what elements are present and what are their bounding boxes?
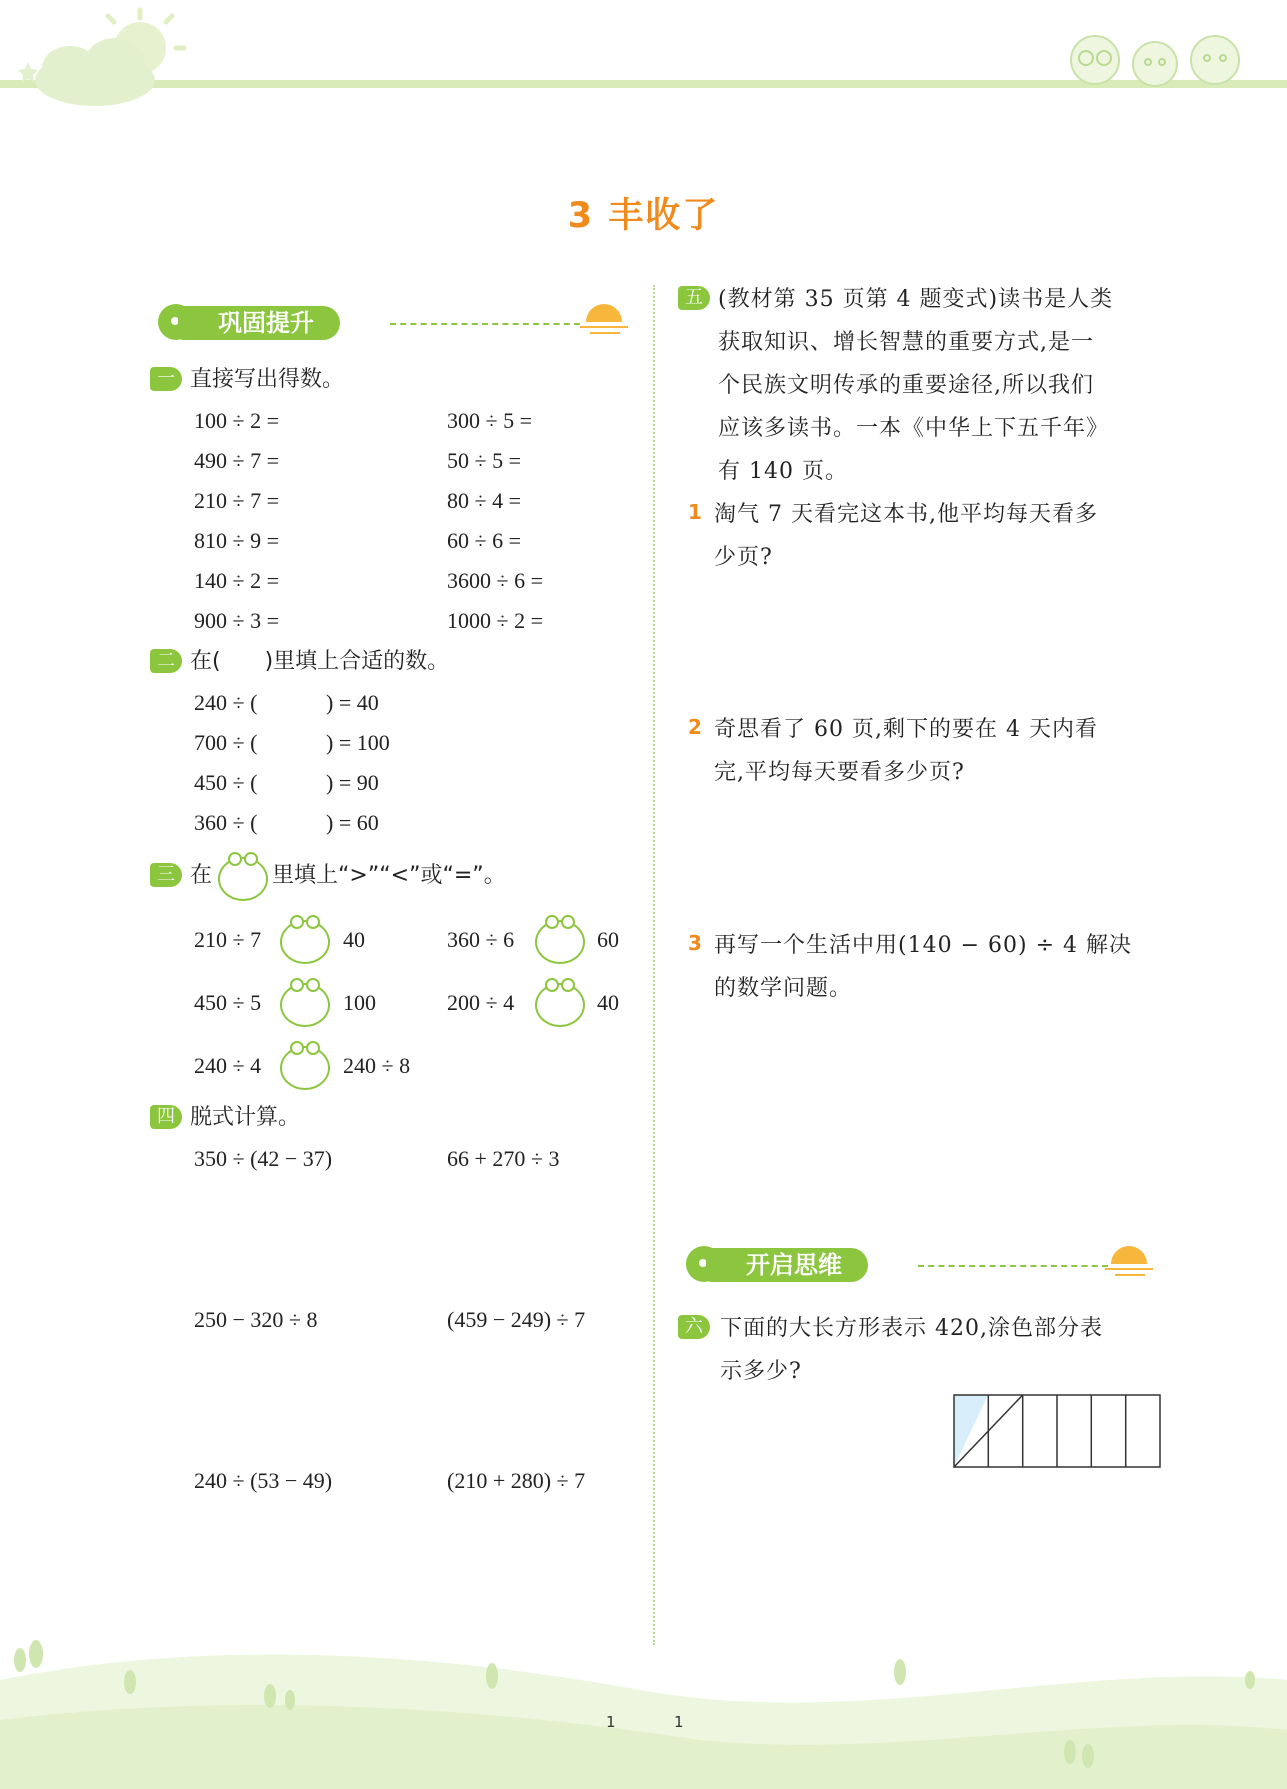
q2-item-right: ) = 40 (326, 690, 379, 715)
animal-faces-icon (1055, 18, 1255, 88)
q2-item-right: ) = 60 (326, 810, 379, 835)
q3-right-expr: 40 (343, 927, 365, 952)
subquestion-line: 奇思看了 60 页,剩下的要在 4 天内看 (714, 717, 1098, 742)
q2-item-right: ) = 90 (326, 770, 379, 795)
q1-item: 810 ÷ 9 = (194, 528, 279, 553)
subquestion-line: 完,平均每天要看多少页? (714, 760, 965, 785)
q2-item-right: ) = 100 (326, 730, 390, 755)
q1-item: 490 ÷ 7 = (194, 448, 279, 473)
sun-line (1105, 1268, 1153, 1270)
q1-item: 80 ÷ 4 = (447, 488, 521, 513)
compare-circle[interactable] (280, 920, 330, 964)
q3-left-expr: 450 ÷ 5 (194, 990, 262, 1015)
q2-item-left: 360 ÷ ( (194, 810, 258, 835)
subquestion-line: 的数学问题。 (714, 976, 853, 1001)
question-text: 脱式计算。 (190, 1105, 301, 1130)
subquestion-number: 2 (688, 715, 702, 739)
question-text: 直接写出得数。 (190, 367, 345, 392)
q6-line: 示多少? (720, 1359, 802, 1384)
q4-expression: 66 + 270 ÷ 3 (447, 1146, 560, 1171)
q1-item: 300 ÷ 5 = (447, 408, 532, 433)
q1-item: 900 ÷ 3 = (194, 608, 279, 633)
q3-left-expr: 200 ÷ 4 (447, 990, 515, 1015)
q1-item: 60 ÷ 6 = (447, 528, 521, 553)
question-number: 五 (678, 286, 710, 310)
q1-item: 100 ÷ 2 = (194, 408, 279, 433)
question-text-pre: 在 (190, 863, 213, 888)
q3-left-expr: 210 ÷ 7 (194, 927, 262, 952)
sun-icon (1111, 1246, 1147, 1264)
question-4-heading (150, 1103, 300, 1133)
question-number: 二 (150, 649, 182, 673)
shaded-triangle (954, 1395, 988, 1467)
q1-item: 210 ÷ 7 = (194, 488, 279, 513)
q1-item: 1000 ÷ 2 = (447, 608, 543, 633)
subquestion-line: 少页? (714, 545, 773, 570)
page-title: 3 丰收了 (567, 196, 720, 236)
q1-item: 50 ÷ 5 = (447, 448, 521, 473)
frog-circle-icon (218, 857, 268, 901)
column-divider (653, 285, 655, 1645)
banner-label: 开启思维 (706, 1248, 868, 1282)
sun-line (590, 332, 620, 334)
q5-line: (教材第 35 页第 4 题变式)读书是人类 (718, 287, 1114, 312)
subquestion-number: 1 (688, 500, 702, 524)
page-number: 1 (674, 1713, 684, 1731)
q2-item-left: 700 ÷ ( (194, 730, 258, 755)
question-1-heading (150, 365, 344, 395)
rectangle-figure (952, 1393, 1162, 1471)
q1-item: 3600 ÷ 6 = (447, 568, 543, 593)
section-banner-consolidate (150, 300, 630, 348)
q3-right-expr: 100 (343, 990, 376, 1015)
q4-expression: (459 − 249) ÷ 7 (447, 1307, 586, 1332)
banner-label: 巩固提升 (178, 306, 340, 340)
question-2-heading (150, 647, 449, 677)
q2-item-left: 240 ÷ ( (194, 690, 258, 715)
q3-right-expr: 40 (597, 990, 619, 1015)
q3-right-expr: 240 ÷ 8 (343, 1053, 411, 1078)
q4-expression: 350 ÷ (42 − 37) (194, 1146, 333, 1171)
subquestion-number: 3 (688, 931, 702, 955)
q5-line: 个民族文明传承的重要途径,所以我们 (718, 373, 1094, 398)
q3-left-expr: 360 ÷ 6 (447, 927, 515, 952)
compare-circle[interactable] (280, 983, 330, 1027)
compare-circle[interactable] (535, 983, 585, 1027)
q4-expression: (210 + 280) ÷ 7 (447, 1468, 586, 1493)
q4-expression: 250 − 320 ÷ 8 (194, 1307, 318, 1332)
question-number: 四 (150, 1105, 182, 1129)
q3-left-expr: 240 ÷ 4 (194, 1053, 262, 1078)
question-number: 三 (150, 863, 182, 887)
q2-item-left: 450 ÷ ( (194, 770, 258, 795)
question-number: 一 (150, 367, 182, 391)
compare-circle[interactable] (535, 920, 585, 964)
cloud-sun-icon (0, 0, 210, 110)
q3-right-expr: 60 (597, 927, 619, 952)
compare-circle[interactable] (280, 1046, 330, 1090)
q6-line: 下面的大长方形表示 420,涂色部分表 (720, 1316, 1103, 1341)
q5-line: 有 140 页。 (718, 459, 848, 484)
section-banner-thinking (678, 1242, 1158, 1290)
q4-expression: 240 ÷ (53 − 49) (194, 1468, 333, 1493)
question-text-post: 里填上“>”“<”或“=”。 (272, 863, 506, 888)
sun-line (580, 326, 628, 328)
q5-line: 应该多读书。一本《中华上下五千年》 (718, 416, 1110, 441)
subquestion-line: 淘气 7 天看完这本书,他平均每天看多 (714, 502, 1098, 527)
banner-dash (918, 1265, 1108, 1267)
q5-line: 获取知识、增长智慧的重要方式,是一 (718, 330, 1094, 355)
subquestion-line: 再写一个生活中用(140 − 60) ÷ 4 解决 (714, 933, 1132, 958)
hills-background (0, 1620, 1287, 1789)
sun-line (1115, 1274, 1145, 1276)
banner-dash (390, 323, 580, 325)
question-3-heading (150, 861, 506, 891)
question-text: 在( )里填上合适的数。 (190, 649, 450, 674)
question-number: 六 (678, 1315, 710, 1339)
sun-icon (586, 304, 622, 322)
page-number: 1 (606, 1713, 616, 1731)
q1-item: 140 ÷ 2 = (194, 568, 279, 593)
